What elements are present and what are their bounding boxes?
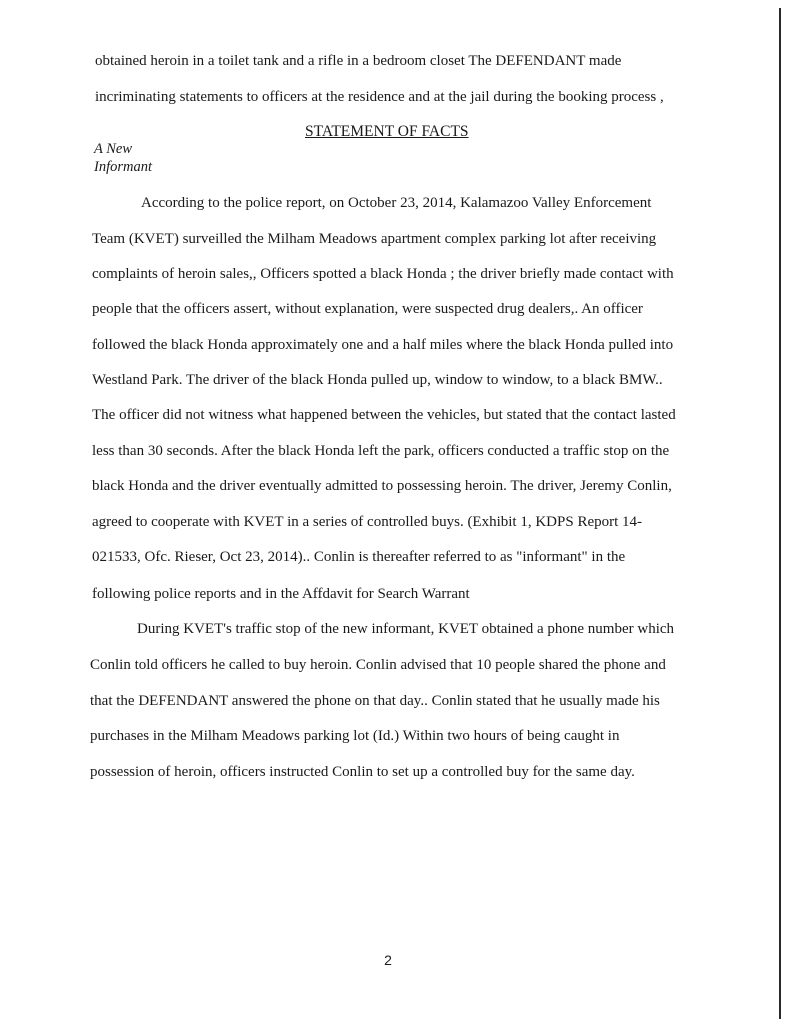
section-heading: STATEMENT OF FACTS	[305, 123, 469, 140]
paragraph-line: Westland Park. The driver of the black Honda pulled up, window to window, to a black BMW..	[92, 372, 663, 388]
paragraph-line: 021533, Ofc. Rieser, Oct 23, 2014).. Conlin is thereafter referred to as "informant" in the	[92, 549, 626, 565]
paragraph-line: The officer did not witness what happened between the vehicles, but stated that the contact lasted	[92, 407, 676, 423]
paragraph-line: agreed to cooperate with KVET in a series of controlled buys. (Exhibit 1, KDPS Report 14-	[92, 514, 643, 530]
page-number: 2	[384, 952, 392, 968]
paragraph-line: purchases in the Milham Meadows parking lot (Id.) Within two hours of being caught in	[90, 728, 620, 744]
paragraph-line: possession of heroin, officers instructed Conlin to set up a controlled buy for the same day.	[90, 764, 635, 780]
intro-line: incriminating statements to officers at the residence and at the jail during the booking process ,	[95, 89, 664, 105]
paragraph-line: complaints of heroin sales,, Officers spotted a black Honda ; the driver briefly made contact with	[92, 266, 674, 282]
paragraph-line: black Honda and the driver eventually admitted to possessing heroin. The driver, Jeremy Conlin,	[92, 478, 672, 494]
subheading-line: Informant	[94, 159, 152, 175]
paragraph-line: that the DEFENDANT answered the phone on that day.. Conlin stated that he usually made his	[90, 693, 660, 709]
paragraph-line: During KVET's traffic stop of the new informant, KVET obtained a phone number which	[137, 621, 675, 637]
paragraph-line: less than 30 seconds. After the black Honda left the park, officers conducted a traffic stop on the	[92, 443, 670, 459]
paragraph-line: According to the police report, on October 23, 2014, Kalamazoo Valley Enforcement	[141, 195, 652, 211]
intro-line: obtained heroin in a toilet tank and a rifle in a bedroom closet The DEFENDANT made	[95, 53, 622, 69]
paragraph-line: Team (KVET) surveilled the Milham Meadows apartment complex parking lot after receiving	[92, 231, 657, 247]
subheading-line: A New	[94, 141, 132, 157]
paragraph-line: following police reports and in the Affdavit for Search Warrant	[92, 586, 470, 602]
page-edge-line	[779, 8, 781, 1019]
paragraph-line: followed the black Honda approximately one and a half miles where the black Honda pulled into	[92, 337, 674, 353]
paragraph-line: Conlin told officers he called to buy heroin. Conlin advised that 10 people shared the phone and	[90, 657, 666, 673]
paragraph-line: people that the officers assert, without explanation, were suspected drug dealers,. An officer	[92, 301, 643, 317]
